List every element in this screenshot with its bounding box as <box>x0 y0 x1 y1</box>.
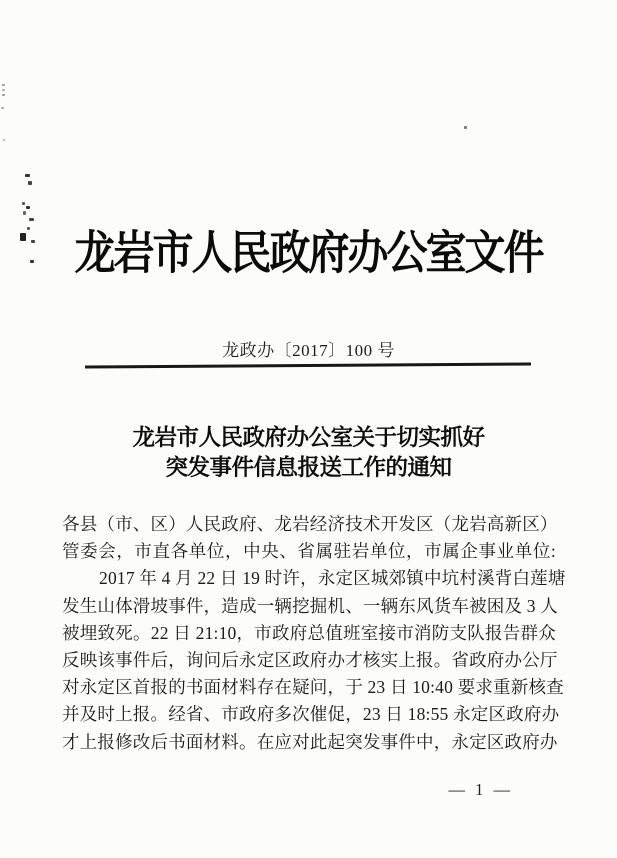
scan-speck <box>2 84 5 86</box>
scan-speck <box>28 181 32 185</box>
letterhead-rule <box>85 362 531 368</box>
notice-title-line-2: 突发事件信息报送工作的通知 <box>165 455 452 480</box>
body-line: 发生山体滑坡事件，造成一辆挖掘机、一辆东风货车被困及 3 人 <box>62 595 558 616</box>
scan-speck <box>22 202 25 205</box>
addressee-line: 管委会，市直各单位，中央、省属驻岩单位，市属企事业单位: <box>62 541 556 562</box>
document-number: 龙政办〔2017〕100 号 <box>222 341 395 360</box>
scan-speck <box>3 139 5 141</box>
agency-letterhead: 龙岩市人民政府办公室文件 <box>74 227 543 279</box>
notice-title <box>0 423 617 483</box>
body-line: 才上报修改后书面材料。在应对此起突发事件中，永定区政府办 <box>62 731 558 752</box>
scan-speck <box>2 89 5 91</box>
body-line: 对永定区首报的书面材料存在疑问，于 23 日 10:40 要求重新核查 <box>62 677 564 698</box>
scan-speck <box>1 107 4 109</box>
scan-speck <box>25 174 30 177</box>
body-line: 并及时上报。经省、市政府多次催促，23 日 18:55 永定区政府办 <box>62 704 560 725</box>
addressee-line: 各县（市、区）人民政府、龙岩经济技术开发区（龙岩高新区） <box>62 514 558 534</box>
document-body <box>62 511 566 756</box>
scan-speck <box>26 206 30 209</box>
body-line: 被埋致死。22 日 21:10，市政府总值班室接市消防支队报告群众 <box>62 622 556 643</box>
notice-title-line-1: 龙岩市人民政府办公室关于切实抓好 <box>132 425 485 450</box>
body-line: 反映该事件后，询问后永定区政府办才核实上报。省政府办公厅 <box>62 649 558 670</box>
scan-speck <box>2 94 5 96</box>
body-line: 2017 年 4 月 22 日 19 时许，永定区城郊镇中坑村溪背白莲塘 <box>99 568 566 589</box>
scan-speck <box>23 211 26 215</box>
scan-speck <box>464 126 467 129</box>
page-number: — 1 — <box>448 780 513 799</box>
